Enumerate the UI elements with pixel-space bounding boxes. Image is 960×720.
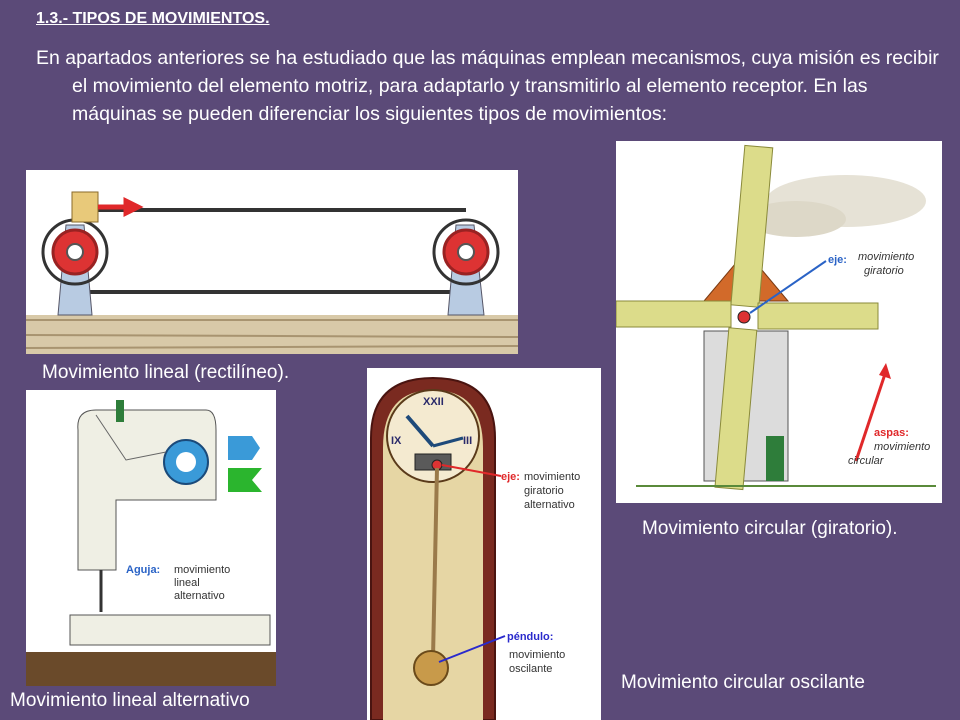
- windmill-eje-label: eje:: [828, 254, 847, 266]
- windmill-aspas-text: circular: [848, 455, 884, 467]
- clock-pendulo-text: movimiento: [509, 649, 566, 661]
- clock-illustration: [367, 368, 601, 720]
- windmill-eje-text: movimiento: [858, 251, 915, 263]
- windmill-aspas-text: movimiento: [874, 441, 931, 453]
- windmill-eje-text: giratorio: [864, 265, 904, 277]
- clock-eje-label: eje:: [501, 471, 520, 483]
- clock-pendulo-text: oscilante: [509, 663, 553, 675]
- sewing-machine-illustration: [26, 390, 276, 686]
- clock-eje-text: giratorio: [524, 485, 564, 497]
- slide-title: 1.3.- TIPOS DE MOVIMIENTOS.: [36, 10, 270, 27]
- clock-numeral-ix: IX: [391, 435, 402, 447]
- caption-lineal: Movimiento lineal (rectilíneo).: [42, 362, 290, 383]
- clock-pendulo-label: péndulo:: [507, 631, 554, 643]
- intro-paragraph: En apartados anteriores se ha estudiado que las máquinas emplean mecanismos, cuya misión es recibir el movimiento del elemento motriz, para adaptarlo y transmitirlo al elemento receptor. En las máquinas se pueden diferenciar los siguientes tipos de movimientos:: [36, 47, 939, 125]
- conveyor-illustration: [26, 170, 518, 354]
- clock-eje-text: alternativo: [524, 499, 575, 511]
- sewing-aguja-label: Aguja:: [126, 564, 161, 576]
- sewing-text: alternativo: [174, 590, 225, 602]
- caption-alternativo: Movimiento lineal alternativo: [10, 690, 250, 711]
- sewing-text: movimiento: [174, 564, 231, 576]
- clock-eje-text: movimiento: [524, 471, 581, 483]
- sewing-text: lineal: [174, 577, 200, 589]
- caption-circular: Movimiento circular (giratorio).: [642, 518, 898, 539]
- caption-oscilante: Movimiento circular oscilante: [621, 672, 865, 693]
- clock-numeral-xxii: XXII: [423, 396, 444, 408]
- windmill-illustration: [616, 141, 942, 503]
- clock-numeral-iii: III: [463, 435, 473, 447]
- windmill-aspas-label: aspas:: [874, 427, 909, 439]
